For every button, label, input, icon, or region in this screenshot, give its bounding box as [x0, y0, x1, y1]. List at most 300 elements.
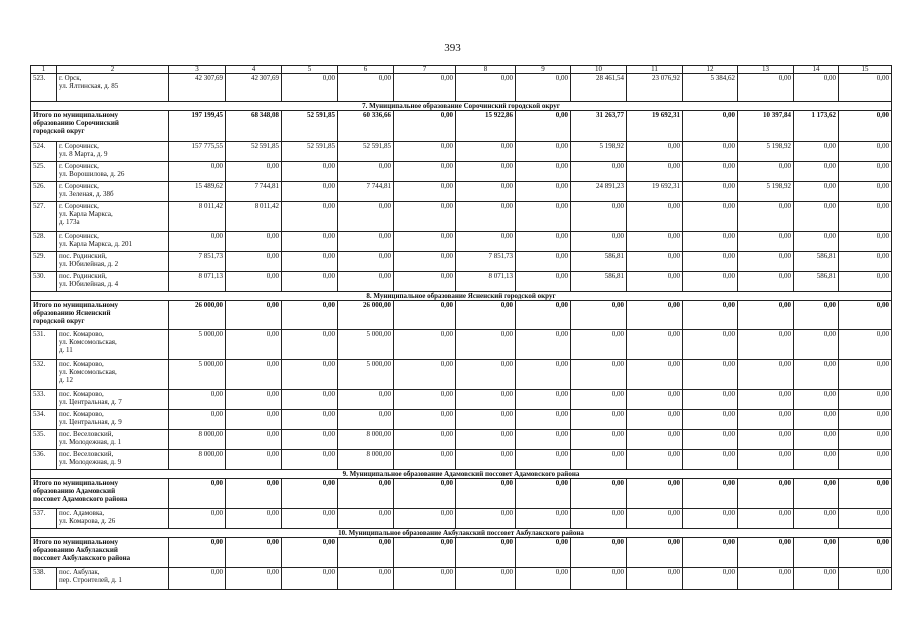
column-number: 11 [627, 66, 683, 74]
value-cell: 0,00 [282, 430, 338, 450]
address-line: ул. Центральная, д. 7 [59, 398, 122, 406]
value-cell: 0,00 [516, 430, 571, 450]
table-row [31, 74, 892, 102]
row-number: 527. [31, 202, 57, 232]
column-number: 13 [738, 66, 794, 74]
value-cell: 15 922,86 [456, 111, 516, 142]
address-cell [57, 202, 169, 232]
value-cell: 0,00 [338, 252, 394, 272]
value-cell: 0,00 [738, 162, 794, 182]
value-cell: 0,00 [839, 162, 892, 182]
value-cell: 0,00 [571, 430, 627, 450]
value-cell: 0,00 [394, 74, 456, 102]
address-line: ул. Молодежная, д. 1 [59, 438, 122, 446]
value-cell: 0,00 [627, 232, 683, 252]
value-cell: 0,00 [394, 272, 456, 292]
value-cell: 0,00 [516, 410, 571, 430]
value-cell: 0,00 [169, 538, 226, 568]
value-cell: 0,00 [683, 301, 738, 330]
value-cell: 42 307,69 [226, 74, 282, 102]
value-cell: 0,00 [394, 142, 456, 162]
column-number: 7 [394, 66, 456, 74]
row-number: 523. [31, 74, 57, 102]
value-cell: 0,00 [738, 450, 794, 470]
value-cell: 0,00 [516, 232, 571, 252]
total-row [31, 301, 892, 330]
value-cell: 0,00 [226, 479, 282, 509]
address-line: образованию Ясненский [33, 309, 111, 317]
value-cell: 0,00 [839, 430, 892, 450]
address-line: городской округ [33, 127, 85, 135]
value-cell: 0,00 [394, 232, 456, 252]
value-cell: 0,00 [683, 360, 738, 390]
value-cell: 0,00 [571, 390, 627, 410]
value-cell: 0,00 [338, 509, 394, 529]
value-cell: 0,00 [571, 232, 627, 252]
value-cell: 0,00 [338, 410, 394, 430]
value-cell: 5 384,62 [683, 74, 738, 102]
value-cell: 0,00 [516, 568, 571, 590]
value-cell: 0,00 [683, 479, 738, 509]
value-cell: 0,00 [226, 430, 282, 450]
value-cell: 0,00 [627, 410, 683, 430]
row-number: 538. [31, 568, 57, 590]
value-cell: 0,00 [738, 410, 794, 430]
value-cell: 0,00 [627, 162, 683, 182]
value-cell: 8 011,42 [169, 202, 226, 232]
address-line: ул. Центральная, д. 9 [59, 418, 122, 426]
value-cell: 0,00 [794, 479, 839, 509]
value-cell: 0,00 [516, 202, 571, 232]
value-cell: 0,00 [738, 538, 794, 568]
value-cell: 0,00 [839, 538, 892, 568]
table-row [31, 182, 892, 202]
value-cell: 0,00 [456, 232, 516, 252]
value-cell: 0,00 [794, 430, 839, 450]
value-cell: 0,00 [627, 301, 683, 330]
value-cell: 0,00 [282, 450, 338, 470]
value-cell: 0,00 [282, 162, 338, 182]
value-cell: 0,00 [226, 450, 282, 470]
value-cell: 0,00 [738, 430, 794, 450]
value-cell: 0,00 [683, 568, 738, 590]
value-cell: 0,00 [456, 142, 516, 162]
value-cell: 0,00 [683, 142, 738, 162]
value-cell: 0,00 [738, 479, 794, 509]
value-cell: 0,00 [394, 330, 456, 360]
value-cell: 0,00 [394, 202, 456, 232]
value-cell: 24 891,23 [571, 182, 627, 202]
value-cell: 0,00 [282, 568, 338, 590]
value-cell: 0,00 [394, 162, 456, 182]
value-cell: 0,00 [571, 509, 627, 529]
address-line: ул. Комсомольская, [59, 368, 117, 376]
value-cell: 0,00 [627, 450, 683, 470]
column-number: 3 [169, 66, 226, 74]
address-line: ул. Зеленая, д. 38б [59, 190, 114, 198]
value-cell: 5 198,92 [738, 182, 794, 202]
value-cell: 0,00 [571, 450, 627, 470]
value-cell: 0,00 [738, 509, 794, 529]
value-cell: 0,00 [394, 410, 456, 430]
value-cell: 5 198,92 [738, 142, 794, 162]
value-cell: 0,00 [516, 272, 571, 292]
table-row [31, 252, 892, 272]
value-cell: 8 000,00 [169, 450, 226, 470]
value-cell: 52 591,85 [338, 142, 394, 162]
value-cell: 0,00 [338, 390, 394, 410]
address-line: ул. 8 Марта, д. 9 [59, 150, 108, 158]
value-cell: 0,00 [456, 360, 516, 390]
value-cell: 0,00 [627, 479, 683, 509]
column-number: 2 [57, 66, 169, 74]
total-label [31, 479, 169, 509]
value-cell: 0,00 [282, 360, 338, 390]
address-line: д. 11 [59, 346, 73, 354]
value-cell: 0,00 [516, 252, 571, 272]
value-cell: 0,00 [456, 538, 516, 568]
column-number: 5 [282, 66, 338, 74]
value-cell: 0,00 [794, 142, 839, 162]
value-cell: 0,00 [839, 509, 892, 529]
value-cell: 0,00 [683, 330, 738, 360]
value-cell: 23 076,92 [627, 74, 683, 102]
address-line: ул. Карла Маркса, [59, 210, 113, 218]
value-cell: 0,00 [839, 252, 892, 272]
value-cell: 0,00 [738, 568, 794, 590]
value-cell: 0,00 [794, 232, 839, 252]
address-cell [57, 272, 169, 292]
value-cell: 8 011,42 [226, 202, 282, 232]
value-cell: 0,00 [794, 360, 839, 390]
value-cell: 0,00 [394, 568, 456, 590]
value-cell: 0,00 [683, 509, 738, 529]
value-cell: 1 173,62 [794, 111, 839, 142]
value-cell: 0,00 [282, 272, 338, 292]
value-cell: 0,00 [169, 479, 226, 509]
value-cell: 0,00 [794, 182, 839, 202]
address-cell [57, 182, 169, 202]
value-cell: 0,00 [683, 390, 738, 410]
value-cell: 0,00 [627, 430, 683, 450]
column-number: 4 [226, 66, 282, 74]
table-row [31, 568, 892, 590]
value-cell: 68 348,08 [226, 111, 282, 142]
section-heading: 8. Муниципальное образование Ясненский городской округ [31, 292, 892, 301]
value-cell: 52 591,85 [282, 142, 338, 162]
value-cell: 0,00 [282, 232, 338, 252]
value-cell: 0,00 [282, 182, 338, 202]
row-number: 533. [31, 390, 57, 410]
address-line: пос. Комарово, [59, 390, 104, 398]
value-cell: 0,00 [516, 538, 571, 568]
value-cell: 0,00 [394, 538, 456, 568]
value-cell: 0,00 [516, 479, 571, 509]
value-cell: 0,00 [839, 390, 892, 410]
section-heading: 10. Муниципальное образование Акбулакский поссовет Акбулакского района [31, 529, 892, 538]
value-cell: 197 199,45 [169, 111, 226, 142]
value-cell: 0,00 [394, 390, 456, 410]
value-cell: 0,00 [627, 568, 683, 590]
address-line: пос. Родинский, [59, 252, 107, 260]
value-cell: 7 851,73 [456, 252, 516, 272]
total-row [31, 111, 892, 142]
value-cell: 0,00 [738, 252, 794, 272]
value-cell: 0,00 [839, 410, 892, 430]
value-cell: 0,00 [394, 450, 456, 470]
address-cell [57, 330, 169, 360]
value-cell: 0,00 [169, 162, 226, 182]
address-cell [57, 162, 169, 182]
column-number: 1 [31, 66, 57, 74]
value-cell: 0,00 [516, 142, 571, 162]
column-number: 8 [456, 66, 516, 74]
address-line: пос. Комарово, [59, 330, 104, 338]
value-cell: 0,00 [338, 162, 394, 182]
value-cell: 0,00 [282, 538, 338, 568]
address-cell [57, 410, 169, 430]
value-cell: 0,00 [794, 509, 839, 529]
value-cell: 0,00 [282, 479, 338, 509]
address-cell [57, 232, 169, 252]
row-number: 528. [31, 232, 57, 252]
address-line: пос. Веселовский, [59, 430, 114, 438]
address-line: г. Сорочинск, [59, 182, 99, 190]
value-cell: 31 263,77 [571, 111, 627, 142]
address-cell [57, 360, 169, 390]
address-line: ул. Юбилейная, д. 4 [59, 280, 119, 288]
address-line: ул. Комарова, д. 26 [59, 517, 116, 525]
value-cell: 26 000,00 [169, 301, 226, 330]
value-cell: 52 591,85 [226, 142, 282, 162]
address-line: г. Орск, [59, 74, 82, 82]
value-cell: 0,00 [794, 330, 839, 360]
row-number: 530. [31, 272, 57, 292]
page-number: 393 [444, 42, 461, 54]
value-cell: 0,00 [338, 272, 394, 292]
value-cell: 0,00 [683, 232, 738, 252]
value-cell: 0,00 [839, 232, 892, 252]
value-cell: 0,00 [169, 568, 226, 590]
value-cell: 19 692,31 [627, 182, 683, 202]
value-cell: 0,00 [683, 182, 738, 202]
value-cell: 0,00 [226, 301, 282, 330]
address-line: пос. Комарово, [59, 360, 104, 368]
value-cell: 0,00 [738, 330, 794, 360]
value-cell: 0,00 [839, 272, 892, 292]
value-cell: 0,00 [839, 111, 892, 142]
value-cell: 0,00 [839, 450, 892, 470]
value-cell: 0,00 [516, 360, 571, 390]
value-cell: 5 000,00 [338, 360, 394, 390]
address-line: поссовет Акбулакского района [33, 554, 131, 562]
table-row [31, 430, 892, 450]
table-row [31, 330, 892, 360]
address-line: Итого по муниципальному [33, 301, 119, 309]
value-cell: 0,00 [456, 74, 516, 102]
value-cell: 5 198,92 [571, 142, 627, 162]
value-cell: 0,00 [794, 450, 839, 470]
value-cell: 0,00 [282, 252, 338, 272]
address-line: пос. Адамовка, [59, 509, 105, 517]
value-cell: 0,00 [282, 74, 338, 102]
row-number: 534. [31, 410, 57, 430]
value-cell: 0,00 [794, 301, 839, 330]
value-cell: 0,00 [839, 301, 892, 330]
value-cell: 0,00 [839, 182, 892, 202]
value-cell: 0,00 [169, 509, 226, 529]
address-line: пос. Комарово, [59, 410, 104, 418]
value-cell: 7 744,81 [226, 182, 282, 202]
value-cell: 0,00 [338, 74, 394, 102]
table-row [31, 360, 892, 390]
value-cell: 0,00 [683, 202, 738, 232]
column-number: 14 [794, 66, 839, 74]
value-cell: 0,00 [738, 301, 794, 330]
value-cell: 0,00 [226, 360, 282, 390]
value-cell: 0,00 [738, 232, 794, 252]
value-cell: 0,00 [738, 74, 794, 102]
value-cell: 0,00 [516, 162, 571, 182]
value-cell: 586,81 [794, 272, 839, 292]
value-cell: 0,00 [394, 301, 456, 330]
column-number: 9 [516, 66, 571, 74]
value-cell: 0,00 [627, 252, 683, 272]
value-cell: 10 397,84 [738, 111, 794, 142]
value-cell: 60 336,66 [338, 111, 394, 142]
address-line: образованию Акбулакский [33, 546, 118, 554]
value-cell: 0,00 [516, 509, 571, 529]
value-cell: 0,00 [338, 568, 394, 590]
value-cell: 0,00 [394, 111, 456, 142]
address-cell [57, 142, 169, 162]
column-number: 12 [683, 66, 738, 74]
value-cell: 0,00 [738, 202, 794, 232]
value-cell: 0,00 [338, 232, 394, 252]
value-cell: 586,81 [571, 252, 627, 272]
value-cell: 5 000,00 [169, 330, 226, 360]
value-cell: 0,00 [456, 568, 516, 590]
value-cell: 0,00 [571, 568, 627, 590]
value-cell: 8 000,00 [338, 430, 394, 450]
address-line: ул. Ялтинская, д. 85 [59, 82, 119, 90]
table-body [31, 74, 892, 590]
value-cell: 0,00 [571, 301, 627, 330]
row-number: 531. [31, 330, 57, 360]
value-cell: 0,00 [738, 390, 794, 410]
value-cell: 586,81 [571, 272, 627, 292]
address-line: г. Сорочинск, [59, 162, 99, 170]
value-cell: 0,00 [226, 390, 282, 410]
table-row [31, 162, 892, 182]
address-line: д. 12 [59, 376, 74, 384]
value-cell: 0,00 [516, 111, 571, 142]
address-line: ул. Молодежная, д. 9 [59, 458, 122, 466]
value-cell: 0,00 [394, 430, 456, 450]
value-cell: 8 000,00 [338, 450, 394, 470]
table-row [31, 509, 892, 529]
table-row [31, 272, 892, 292]
value-cell: 0,00 [627, 272, 683, 292]
address-line: ул. Комсомольская, [59, 338, 117, 346]
column-number-row [31, 66, 892, 74]
value-cell: 0,00 [738, 272, 794, 292]
address-line: г. Сорочинск, [59, 232, 99, 240]
row-number: 526. [31, 182, 57, 202]
address-line: г. Сорочинск, [59, 202, 99, 210]
value-cell: 157 775,55 [169, 142, 226, 162]
value-cell: 0,00 [839, 202, 892, 232]
value-cell: 0,00 [394, 479, 456, 509]
row-number: 535. [31, 430, 57, 450]
value-cell: 0,00 [794, 538, 839, 568]
address-cell [57, 509, 169, 529]
value-cell: 5 000,00 [169, 360, 226, 390]
address-line: ул. Карла Маркса, д. 201 [59, 240, 133, 248]
value-cell: 0,00 [683, 272, 738, 292]
total-label [31, 538, 169, 568]
value-cell: 0,00 [394, 360, 456, 390]
value-cell: 0,00 [839, 330, 892, 360]
value-cell: 0,00 [456, 410, 516, 430]
value-cell: 0,00 [169, 390, 226, 410]
value-cell: 26 000,00 [338, 301, 394, 330]
value-cell: 0,00 [839, 142, 892, 162]
value-cell: 0,00 [338, 479, 394, 509]
address-line: Итого по муниципальному [33, 538, 119, 546]
value-cell: 0,00 [456, 450, 516, 470]
value-cell: 0,00 [226, 272, 282, 292]
section-heading-row [31, 529, 892, 538]
value-cell: 28 461,54 [571, 74, 627, 102]
table-row [31, 410, 892, 430]
data-table [30, 65, 892, 590]
value-cell: 0,00 [456, 202, 516, 232]
address-cell [57, 74, 169, 102]
value-cell: 0,00 [516, 450, 571, 470]
row-number: 537. [31, 509, 57, 529]
row-number: 536. [31, 450, 57, 470]
value-cell: 0,00 [226, 538, 282, 568]
value-cell: 0,00 [282, 330, 338, 360]
value-cell: 0,00 [571, 479, 627, 509]
total-label [31, 111, 169, 142]
address-cell [57, 450, 169, 470]
value-cell: 0,00 [627, 142, 683, 162]
value-cell: 19 692,31 [627, 111, 683, 142]
address-line: д. 173а [59, 218, 80, 226]
value-cell: 0,00 [571, 410, 627, 430]
value-cell: 5 000,00 [338, 330, 394, 360]
value-cell: 0,00 [683, 162, 738, 182]
address-line: ул. Ворошилова, д. 26 [59, 170, 125, 178]
total-row [31, 479, 892, 509]
value-cell: 0,00 [683, 252, 738, 272]
value-cell: 0,00 [394, 252, 456, 272]
value-cell: 0,00 [794, 162, 839, 182]
total-row [31, 538, 892, 568]
value-cell: 0,00 [226, 509, 282, 529]
value-cell: 42 307,69 [169, 74, 226, 102]
address-line: ул. Юбилейная, д. 2 [59, 260, 119, 268]
address-line: пос. Веселовский, [59, 450, 114, 458]
value-cell: 0,00 [794, 390, 839, 410]
value-cell: 15 489,62 [169, 182, 226, 202]
value-cell: 0,00 [226, 330, 282, 360]
value-cell: 7 744,81 [338, 182, 394, 202]
address-cell [57, 252, 169, 272]
value-cell: 0,00 [226, 232, 282, 252]
